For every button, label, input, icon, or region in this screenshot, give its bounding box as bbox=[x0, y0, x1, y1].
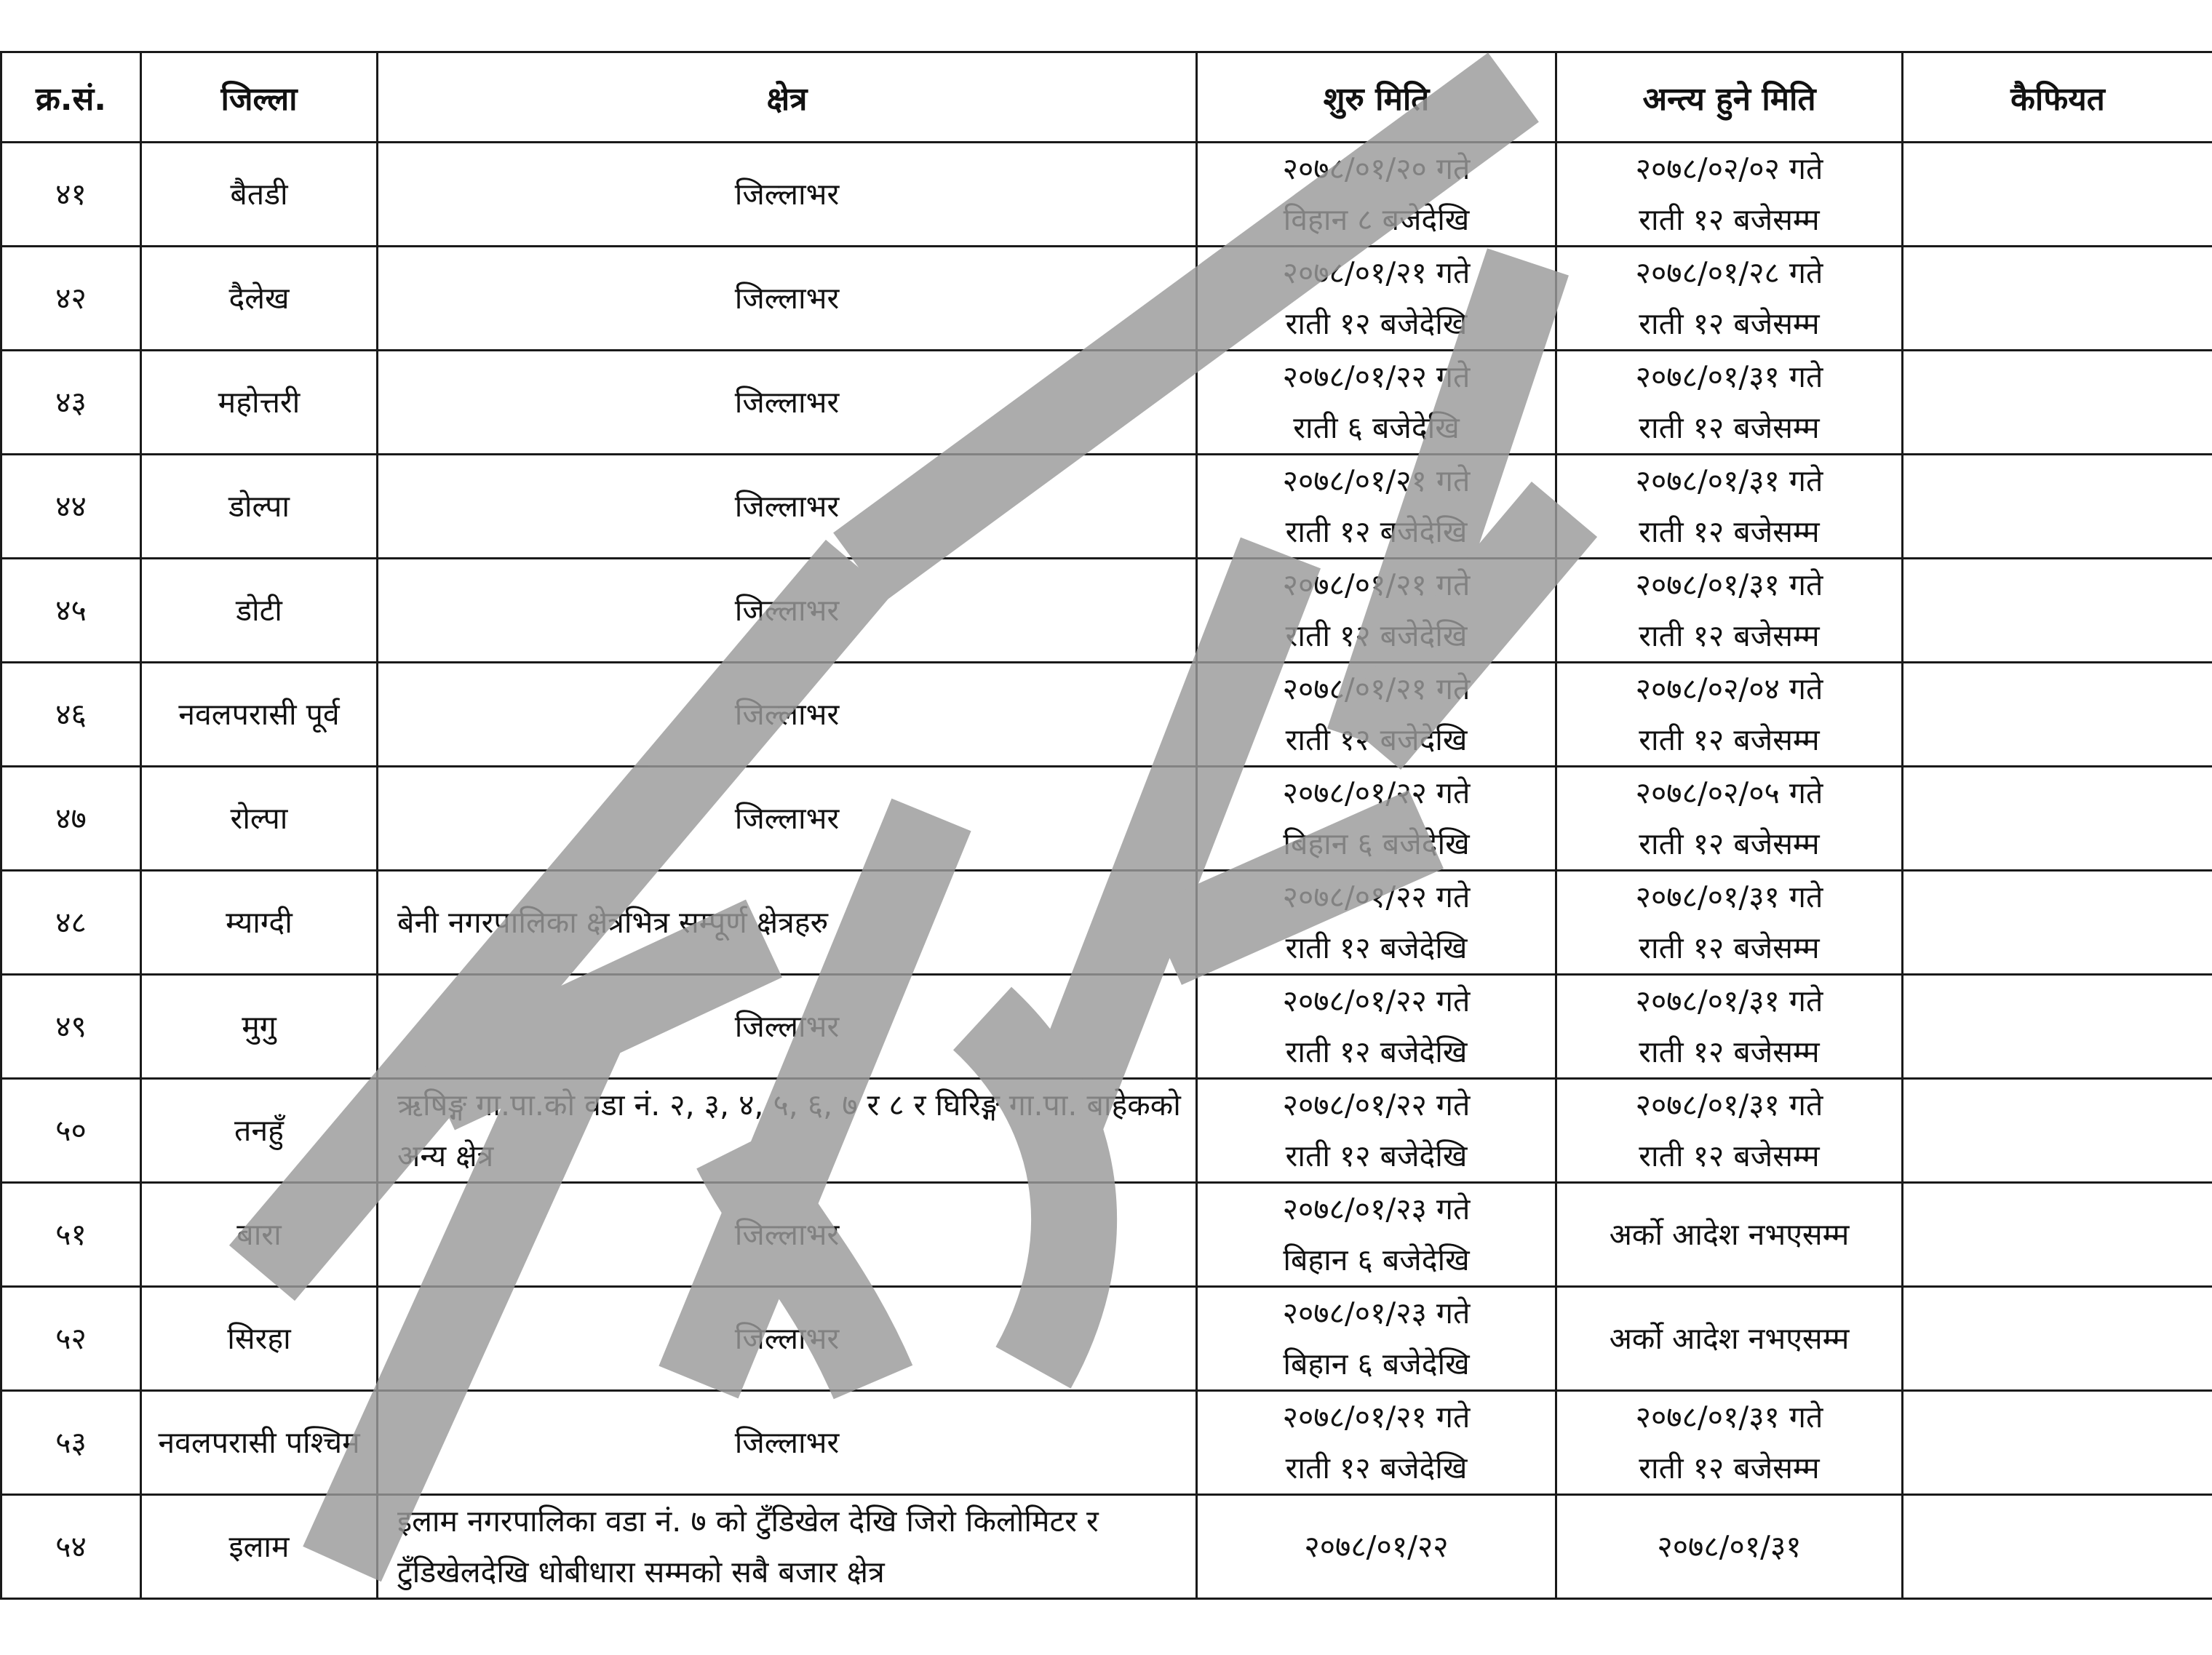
cell-district: तनहुँ bbox=[141, 1079, 378, 1183]
cell-end-date bbox=[1556, 767, 1903, 871]
start-line: बिहान ६ बजेदेखि bbox=[1283, 1243, 1470, 1277]
end-line: राती १२ बजेसम्म bbox=[1639, 722, 1820, 757]
cell-serial: ४१ bbox=[1, 143, 141, 247]
table-row bbox=[1, 1287, 2212, 1391]
cell-end-date bbox=[1556, 663, 1903, 767]
cell-area: जिल्लाभर bbox=[378, 143, 1197, 247]
table-row bbox=[1, 143, 2212, 247]
end-line: राती १२ बजेसम्म bbox=[1639, 202, 1820, 237]
cell-area: जिल्लाभर bbox=[378, 1183, 1197, 1287]
table-row bbox=[1, 559, 2212, 663]
cell-remarks bbox=[1903, 1495, 2212, 1599]
start-line: २०७८/०१/२२ गते bbox=[1282, 984, 1471, 1018]
end-line: राती १२ बजेसम्म bbox=[1639, 618, 1820, 653]
cell-end-date bbox=[1556, 247, 1903, 351]
cell-start-date bbox=[1197, 663, 1556, 767]
cell-district: मुगु bbox=[141, 975, 378, 1079]
start-line: २०७८/०१/२२ गते bbox=[1282, 359, 1471, 394]
table-row bbox=[1, 1391, 2212, 1495]
start-line: बिहान ६ बजेदेखि bbox=[1283, 1347, 1470, 1381]
cell-remarks bbox=[1903, 143, 2212, 247]
cell-start-date bbox=[1197, 143, 1556, 247]
cell-end-date bbox=[1556, 1495, 1903, 1599]
start-line: २०७८/०१/२१ गते bbox=[1282, 1400, 1471, 1435]
cell-district: इलाम bbox=[141, 1495, 378, 1599]
end-line: राती १२ बजेसम्म bbox=[1639, 826, 1820, 861]
cell-serial: ४६ bbox=[1, 663, 141, 767]
start-line: २०७८/०१/२१ गते bbox=[1282, 255, 1471, 290]
cell-area: जिल्लाभर bbox=[378, 663, 1197, 767]
cell-remarks bbox=[1903, 1183, 2212, 1287]
cell-remarks bbox=[1903, 975, 2212, 1079]
cell-serial: ५४ bbox=[1, 1495, 141, 1599]
table-row bbox=[1, 871, 2212, 975]
cell-district: दैलेख bbox=[141, 247, 378, 351]
cell-serial: ५० bbox=[1, 1079, 141, 1183]
cell-district: नवलपरासी पश्चिम bbox=[141, 1391, 378, 1495]
cell-start-date bbox=[1197, 1495, 1556, 1599]
cell-start-date bbox=[1197, 1079, 1556, 1183]
cell-district: डोल्पा bbox=[141, 455, 378, 559]
cell-district: रोल्पा bbox=[141, 767, 378, 871]
end-line: २०७८/०१/३१ bbox=[1657, 1529, 1802, 1564]
cell-end-date bbox=[1556, 1079, 1903, 1183]
cell-district: बारा bbox=[141, 1183, 378, 1287]
start-line: २०७८/०१/२२ गते bbox=[1282, 1088, 1471, 1122]
cell-district: नवलपरासी पूर्व bbox=[141, 663, 378, 767]
cell-start-date bbox=[1197, 351, 1556, 455]
end-line: २०७८/०१/२८ गते bbox=[1635, 255, 1823, 290]
cell-end-date bbox=[1556, 975, 1903, 1079]
end-line: २०७८/०१/३१ गते bbox=[1635, 1088, 1823, 1122]
end-line: अर्को आदेश नभएसम्म bbox=[1609, 1321, 1850, 1356]
cell-remarks bbox=[1903, 663, 2212, 767]
header-remarks: कैफियत bbox=[1903, 52, 2212, 143]
cell-end-date bbox=[1556, 1183, 1903, 1287]
end-line: अर्को आदेश नभएसम्म bbox=[1609, 1217, 1850, 1252]
start-line: राती १२ बजेदेखि bbox=[1285, 514, 1468, 549]
cell-remarks bbox=[1903, 247, 2212, 351]
cell-remarks bbox=[1903, 1079, 2212, 1183]
cell-area: जिल्लाभर bbox=[378, 351, 1197, 455]
cell-remarks bbox=[1903, 871, 2212, 975]
start-line: राती १२ बजेदेखि bbox=[1285, 1451, 1468, 1485]
cell-area: जिल्लाभर bbox=[378, 975, 1197, 1079]
cell-serial: ४३ bbox=[1, 351, 141, 455]
table-row bbox=[1, 1183, 2212, 1287]
cell-end-date bbox=[1556, 559, 1903, 663]
cell-remarks bbox=[1903, 351, 2212, 455]
start-line: राती १२ बजेदेखि bbox=[1285, 1138, 1468, 1173]
cell-start-date bbox=[1197, 1391, 1556, 1495]
cell-end-date bbox=[1556, 1287, 1903, 1391]
cell-end-date bbox=[1556, 871, 1903, 975]
end-line: २०७८/०१/३१ गते bbox=[1635, 567, 1823, 602]
end-line: २०७८/०२/०२ गते bbox=[1635, 151, 1823, 186]
start-line: राती १२ बजेदेखि bbox=[1285, 930, 1468, 965]
table-row bbox=[1, 455, 2212, 559]
cell-area: बेनी नगरपालिका क्षेत्रभित्र सम्पूर्ण क्षेत्रहरु bbox=[378, 871, 1197, 975]
header-start-date: शुरु मिति bbox=[1197, 52, 1556, 143]
end-line: राती १२ बजेसम्म bbox=[1639, 1138, 1820, 1173]
start-line: राती १२ बजेदेखि bbox=[1285, 306, 1468, 341]
start-line: २०७८/०१/२१ गते bbox=[1282, 671, 1471, 706]
cell-end-date bbox=[1556, 455, 1903, 559]
cell-area: जिल्लाभर bbox=[378, 559, 1197, 663]
cell-end-date bbox=[1556, 143, 1903, 247]
table-row bbox=[1, 663, 2212, 767]
cell-serial: ४५ bbox=[1, 559, 141, 663]
cell-start-date bbox=[1197, 871, 1556, 975]
start-line: २०७८/०१/२३ गते bbox=[1282, 1296, 1471, 1331]
prohibitory-order-table bbox=[0, 51, 2212, 1600]
start-line: राती ६ बजेदेखि bbox=[1293, 410, 1460, 445]
end-line: २०७८/०१/३१ गते bbox=[1635, 984, 1823, 1018]
cell-start-date bbox=[1197, 559, 1556, 663]
end-line: २०७८/०१/३१ गते bbox=[1635, 359, 1823, 394]
cell-start-date bbox=[1197, 1287, 1556, 1391]
cell-district: बैतडी bbox=[141, 143, 378, 247]
cell-district: म्याग्दी bbox=[141, 871, 378, 975]
cell-remarks bbox=[1903, 455, 2212, 559]
end-line: राती १२ बजेसम्म bbox=[1639, 1451, 1820, 1485]
cell-serial: ४९ bbox=[1, 975, 141, 1079]
cell-remarks bbox=[1903, 1391, 2212, 1495]
table-row bbox=[1, 247, 2212, 351]
end-line: राती १२ बजेसम्म bbox=[1639, 930, 1820, 965]
cell-end-date bbox=[1556, 1391, 1903, 1495]
cell-start-date bbox=[1197, 455, 1556, 559]
end-line: २०७८/०१/३१ गते bbox=[1635, 1400, 1823, 1435]
cell-area: जिल्लाभर bbox=[378, 767, 1197, 871]
table-body bbox=[1, 143, 2212, 1599]
start-line: २०७८/०१/२२ गते bbox=[1282, 775, 1471, 810]
table-row bbox=[1, 767, 2212, 871]
start-line: २०७८/०१/२० गते bbox=[1282, 151, 1471, 186]
start-line: राती १२ बजेदेखि bbox=[1285, 1034, 1468, 1069]
cell-remarks bbox=[1903, 1287, 2212, 1391]
end-line: २०७८/०१/३१ गते bbox=[1635, 880, 1823, 914]
cell-start-date bbox=[1197, 1183, 1556, 1287]
start-line: बिहान ६ बजेदेखि bbox=[1283, 826, 1470, 861]
cell-serial: ४७ bbox=[1, 767, 141, 871]
cell-remarks bbox=[1903, 559, 2212, 663]
cell-start-date bbox=[1197, 767, 1556, 871]
end-line: राती १२ बजेसम्म bbox=[1639, 514, 1820, 549]
cell-serial: ४४ bbox=[1, 455, 141, 559]
cell-serial: ४२ bbox=[1, 247, 141, 351]
end-line: २०७८/०२/०४ गते bbox=[1635, 671, 1823, 706]
end-line: राती १२ बजेसम्म bbox=[1639, 1034, 1820, 1069]
table-row bbox=[1, 1079, 2212, 1183]
end-line: २०७८/०१/३१ गते bbox=[1635, 463, 1823, 498]
cell-serial: ४८ bbox=[1, 871, 141, 975]
cell-end-date bbox=[1556, 351, 1903, 455]
start-line: राती १२ बजेदेखि bbox=[1285, 618, 1468, 653]
cell-district: डोटी bbox=[141, 559, 378, 663]
start-line: २०७८/०१/२१ गते bbox=[1282, 463, 1471, 498]
cell-start-date bbox=[1197, 975, 1556, 1079]
cell-serial: ५३ bbox=[1, 1391, 141, 1495]
header-end-date: अन्त्य हुने मिति bbox=[1556, 52, 1903, 143]
cell-area: इलाम नगरपालिका वडा नं. ७ को टुँडिखेल देखि जिरो किलोमिटर र टुँडिखेलदेखि धोबीधारा सम्मको सबै बजार क्षेत्र bbox=[378, 1495, 1197, 1599]
cell-district: महोत्तरी bbox=[141, 351, 378, 455]
cell-area: जिल्लाभर bbox=[378, 1391, 1197, 1495]
start-line: २०७८/०१/२२ गते bbox=[1282, 880, 1471, 914]
header-district: जिल्ला bbox=[141, 52, 378, 143]
end-line: राती १२ बजेसम्म bbox=[1639, 410, 1820, 445]
start-line: विहान ८ बजेदेखि bbox=[1283, 202, 1470, 237]
start-line: २०७८/०१/२१ गते bbox=[1282, 567, 1471, 602]
cell-area: ऋषिङ्ग गा.पा.को वडा नं. २, ३, ४, ५, ६, ७ र ८ र घिरिङ्ग गा.पा. बाहेकको अन्य क्षेत्र bbox=[378, 1079, 1197, 1183]
cell-serial: ५१ bbox=[1, 1183, 141, 1287]
table-row bbox=[1, 1495, 2212, 1599]
cell-district: सिरहा bbox=[141, 1287, 378, 1391]
table-row bbox=[1, 975, 2212, 1079]
end-line: राती १२ बजेसम्म bbox=[1639, 306, 1820, 341]
table-row bbox=[1, 351, 2212, 455]
header-area: क्षेत्र bbox=[378, 52, 1197, 143]
start-line: राती १२ बजेदेखि bbox=[1285, 722, 1468, 757]
start-line: २०७८/०१/२३ गते bbox=[1282, 1192, 1471, 1227]
cell-area: जिल्लाभर bbox=[378, 247, 1197, 351]
start-line: २०७८/०१/२२ bbox=[1304, 1529, 1449, 1564]
cell-remarks bbox=[1903, 767, 2212, 871]
cell-start-date bbox=[1197, 247, 1556, 351]
cell-area: जिल्लाभर bbox=[378, 1287, 1197, 1391]
end-line: २०७८/०२/०५ गते bbox=[1635, 775, 1823, 810]
header-serial: क्र.सं. bbox=[1, 52, 141, 143]
cell-serial: ५२ bbox=[1, 1287, 141, 1391]
table-header-row bbox=[1, 52, 2212, 143]
cell-area: जिल्लाभर bbox=[378, 455, 1197, 559]
